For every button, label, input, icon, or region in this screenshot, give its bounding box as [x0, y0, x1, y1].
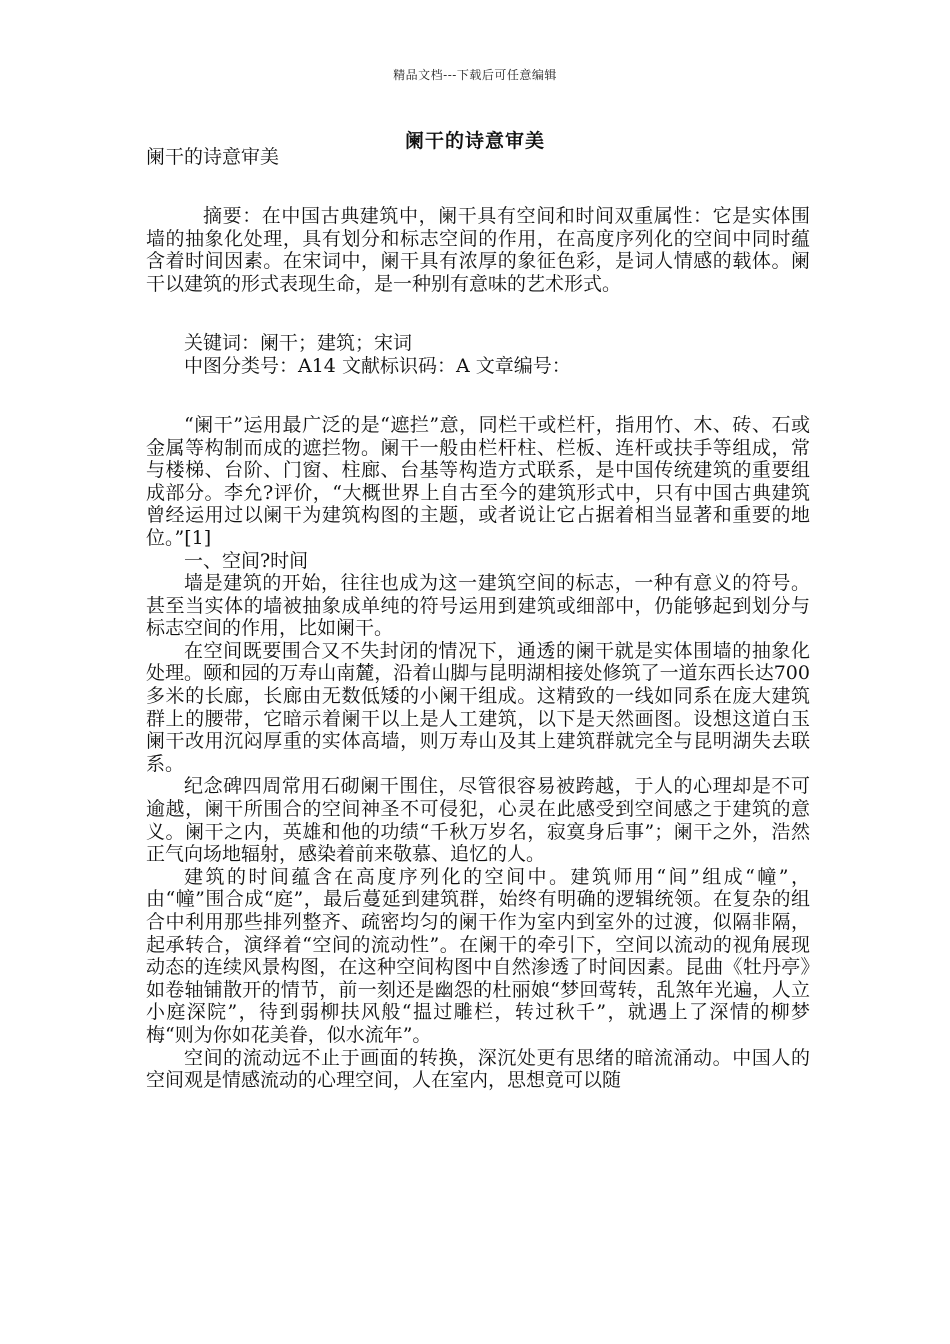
spacer [146, 318, 810, 332]
keywords-line: 关键词：阑干；建筑；宋词 [184, 332, 413, 355]
body-paragraph: 空间的流动远不止于画面的转换，深沉处更有思绪的暗流涌动。中国人的空间观是情感流动的心理空间，人在室内，思想竟可以随 [146, 1046, 810, 1092]
document-title: 阑干的诗意审美 [404, 130, 545, 152]
body-paragraph: “阑干”运用最广泛的是“遮拦”意，同栏干或栏杆，指用竹、木、砖、石或金属等构制而成的遮拦物。阑干一般由栏杆柱、栏板、连杆或扶手等组成，常与楼梯、台阶、门窗、柱廊、台基等构造方式联系，是中国传统建筑的重要组成部分。李允?评价，“大概世界上自古至今的建筑形式中，只有中国古典建筑曾经运用过以阑干为建筑构图的主题，或者说让它占据着相当显著和重要的地位。”[1] [146, 413, 810, 549]
document-subtitle: 阑干的诗意审美 [146, 146, 280, 168]
spacer [146, 169, 810, 192]
body-paragraph: 在空间既要围合又不失封闭的情况下，通透的阑干就是实体围墙的抽象化处理。颐和园的万寿山南麓，沿着山脚与昆明湖相接处修筑了一道东西长达700多米的长廊，长廊由无数低矮的小阑干组成。这精致的一线如同系在庞大建筑群上的腰带，它暗示着阑干以上是人工建筑，以下是天然画图。设想这道白玉阑干改用沉闷厚重的实体高墙，则万寿山及其上建筑群就完全与昆明湖失去联系。 [146, 639, 810, 775]
spacer [146, 296, 810, 319]
abstract-paragraph: 摘要：在中国古典建筑中，阑干具有空间和时间双重属性：它是实体围墙的抽象化处理，具有划分和标志空间的作用，在高度序列化的空间中同时蕴含着时间因素。在宋词中，阑干具有浓厚的象征色彩，是词人情感的载体。阑干以建筑的形式表现生命，是一种别有意味的艺术形式。 [146, 205, 810, 295]
section-heading: 一、空间?时间 [184, 549, 309, 572]
document-body [146, 146, 810, 1092]
header-note: 精品文档---下载后可任意编辑 [393, 68, 557, 82]
spacer [146, 377, 810, 400]
spacer [146, 400, 810, 414]
spacer [146, 191, 810, 205]
classification-line: 中图分类号：A14 文献标识码：A 文章编号： [184, 354, 571, 377]
body-paragraph: 纪念碑四周常用石砌阑干围住，尽管很容易被跨越，于人的心理却是不可逾越，阑干所围合的空间神圣不可侵犯，心灵在此感受到空间感之于建筑的意义。阑干之内，英雄和他的功绩“千秋万岁名，寂寞身后事”；阑干之外，浩然正气向场地辐射，感染着前来敬慕、追忆的人。 [146, 775, 810, 866]
body-paragraph: 建筑的时间蕴含在高度序列化的空间中。建筑师用“间”组成“幢”，由“幢”围合成“庭”，最后蔓延到建筑群，始终有明确的逻辑统领。在复杂的组合中利用那些排列整齐、疏密均匀的阑干作为室内到室外的过渡，似隔非隔，起承转合，演绎着“空间的流动性”。在阑干的牵引下，空间以流动的视角展现动态的连续风景构图，在这种空间构图中自然渗透了时间因素。昆曲《牡丹亭》如卷轴铺散开的情节，前一刻还是幽怨的杜丽娘“梦回莺转，乱煞年光遍，人立小庭深院”，待到弱柳扶风般“揾过雕栏，转过秋千”，就遇上了深情的柳梦梅“则为你如花美眷，似水流年”。 [146, 865, 810, 1046]
body-paragraph: 墙是建筑的开始，往往也成为这一建筑空间的标志，一种有意义的符号。甚至当实体的墙被抽象成单纯的符号运用到建筑或细部中，仍能够起到划分与标志空间的作用，比如阑干。 [146, 572, 810, 640]
